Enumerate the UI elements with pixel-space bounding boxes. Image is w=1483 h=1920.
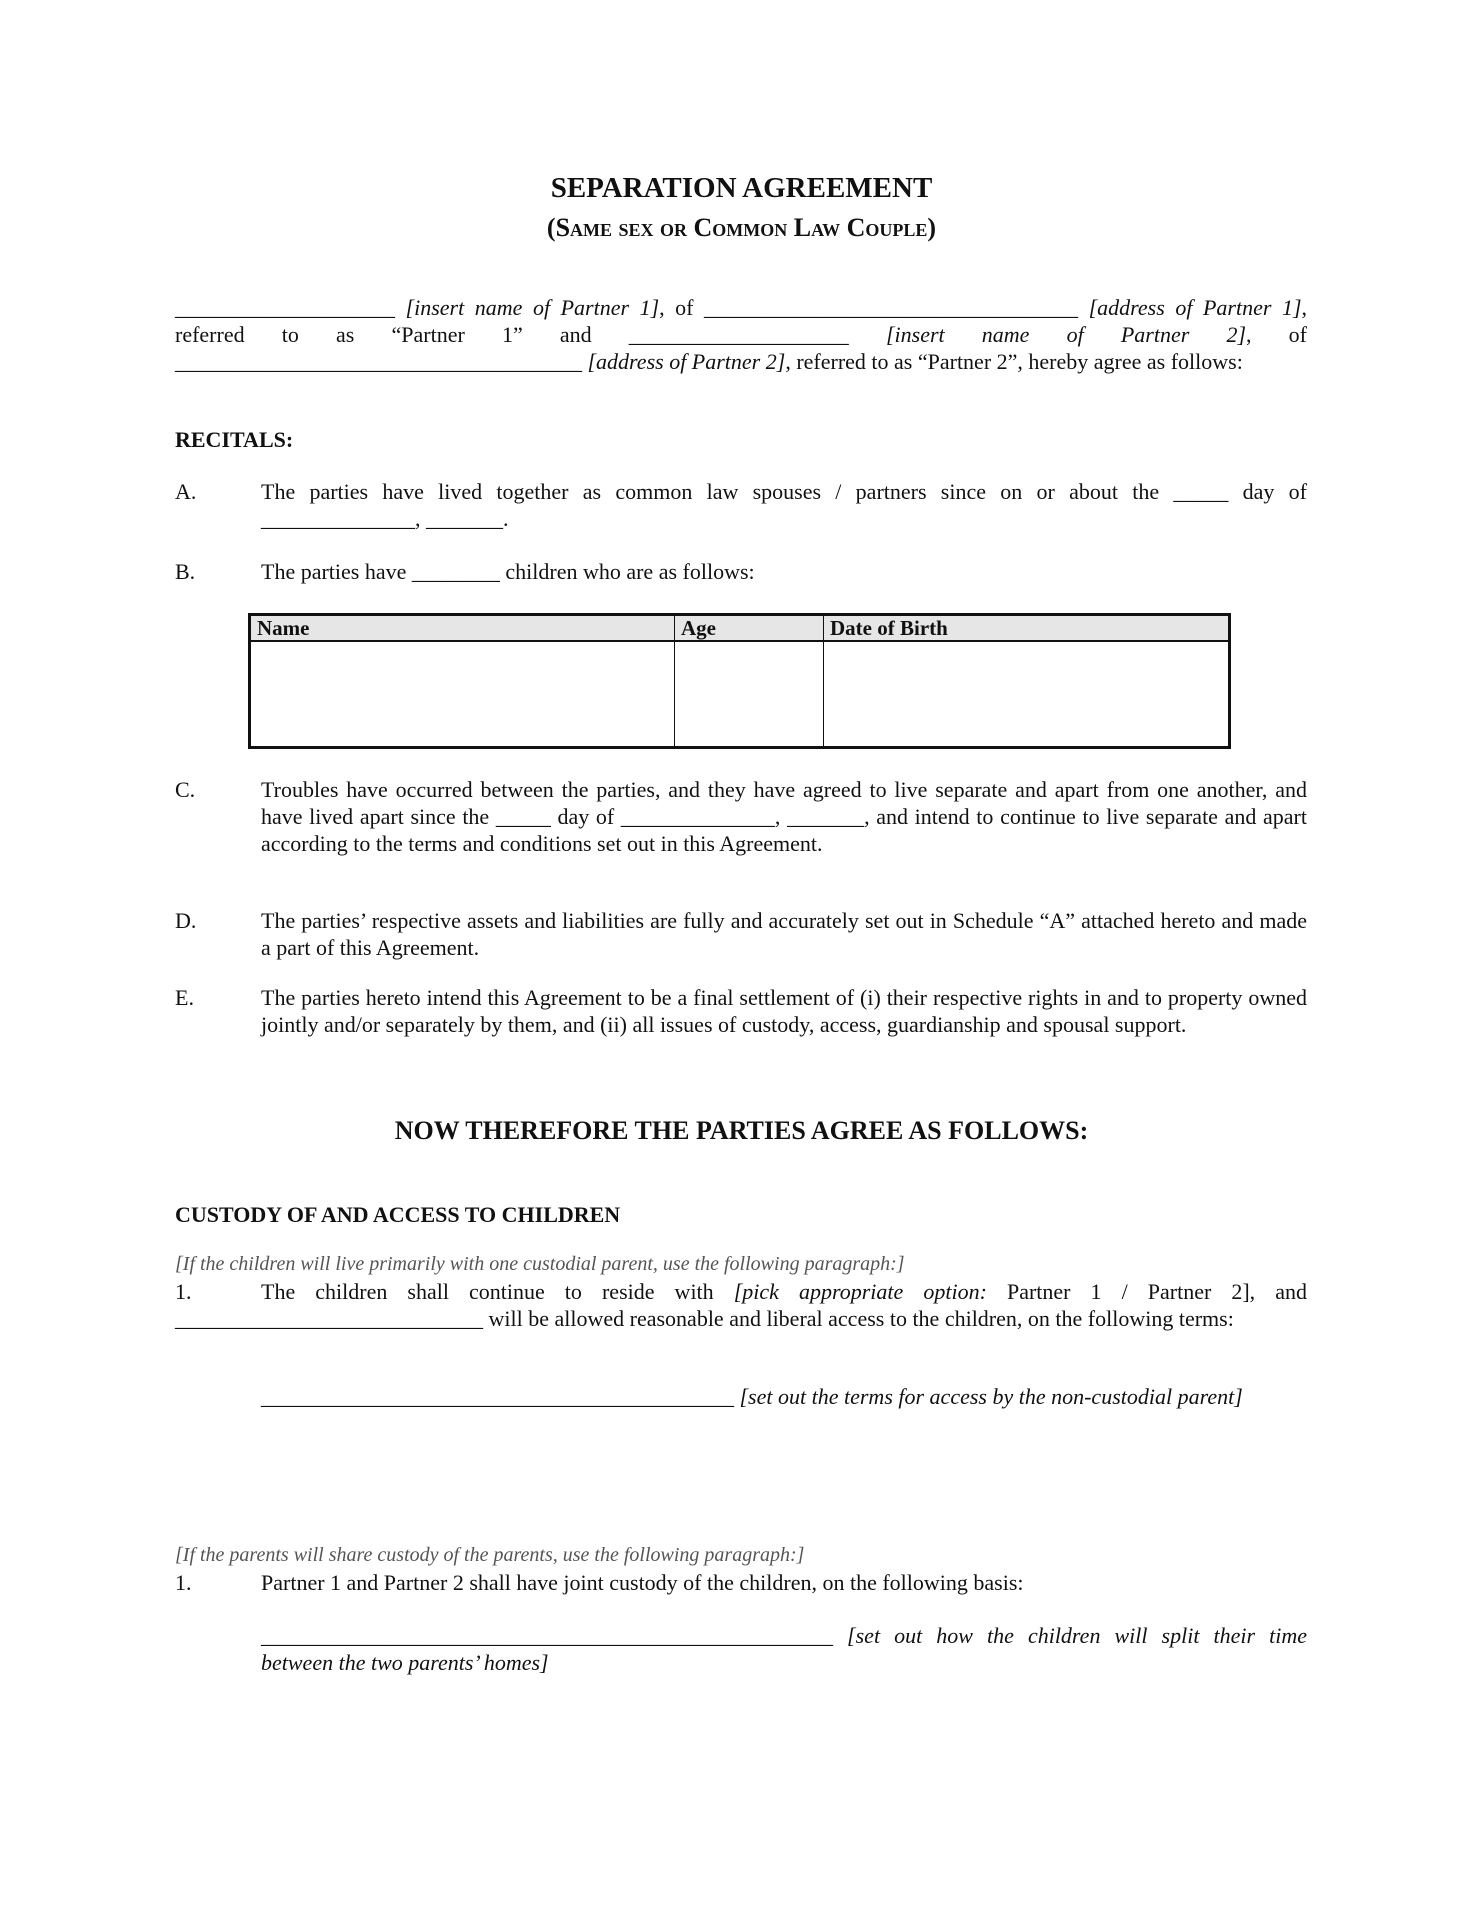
placeholder: [pick appropriate option: [733, 1279, 987, 1304]
placeholder: [address of Partner 1] [1088, 295, 1302, 320]
placeholder: [set out the terms for access by the non-custodial parent] [734, 1384, 1243, 1409]
split-terms [261, 1622, 1307, 1676]
document-subtitle: (Same sex or Common Law Couple) [546, 213, 937, 242]
text: , referred to as “Partner 2”, hereby agree as follows: [785, 349, 1243, 374]
clause-number: 1. [175, 1570, 192, 1595]
placeholder: [insert name of Partner 2] [885, 322, 1247, 347]
placeholder: [set out how the children will split their time between the two parents’ homes] [261, 1623, 1307, 1675]
children-table [248, 613, 1231, 749]
placeholder: [address of Partner 2] [587, 349, 786, 374]
custody-note-1: [If the children will live primarily with one custodial parent, use the following paragraph:] [175, 1253, 905, 1275]
access-terms [261, 1383, 1307, 1410]
recital-c: Troubles have occurred between the parties, and they have agreed to live separate and apart from one another, and have lived apart since the _____ day of ______________, _______, and intend to continue to live separate and apart according to the terms and conditions set out in this Agreement. [261, 777, 1307, 856]
recitals-heading: RECITALS: [175, 427, 294, 452]
document-title: SEPARATION AGREEMENT [550, 172, 933, 204]
blank[interactable]: __________________________________ [704, 295, 1079, 320]
recital-b: The parties have ________ children who are as follows: [261, 559, 755, 584]
recital-label: E. [175, 985, 194, 1010]
intro-paragraph [175, 294, 1307, 375]
cell-dob[interactable] [824, 641, 1230, 748]
recital-label: A. [175, 479, 197, 504]
now-therefore-heading: NOW THEREFORE THE PARTIES AGREE AS FOLLOWS: [394, 1116, 1089, 1145]
recital-label: B. [175, 559, 196, 584]
col-age: Age [675, 615, 824, 642]
blank[interactable]: ____________________________________________________ [261, 1623, 833, 1648]
cell-name[interactable] [250, 641, 675, 748]
placeholder: [insert name of Partner 1] [405, 295, 660, 320]
col-dob: Date of Birth [824, 615, 1230, 642]
blank[interactable]: _____________________________________ [175, 349, 582, 374]
blank[interactable]: ____________________ [175, 295, 395, 320]
text: The children shall continue to reside with [261, 1279, 734, 1304]
blank[interactable]: ____________________ [628, 322, 849, 347]
blank[interactable]: ___________________________________________ [261, 1384, 734, 1409]
text: , of [1246, 322, 1307, 347]
text: , of [659, 295, 705, 320]
recital-label: C. [175, 777, 196, 802]
cell-age[interactable] [675, 641, 824, 748]
recital-d: The parties’ respective assets and liabilities are fully and accurately set out in Schedule “A” attached hereto and made a part of this Agreement. [261, 908, 1307, 960]
col-name: Name [250, 615, 675, 642]
custody-clause-1 [175, 1278, 1307, 1332]
recital-a: The parties have lived together as common law spouses / partners since on or about the _____ day of ______________, _______. [261, 479, 1307, 531]
recital-e: The parties hereto intend this Agreement to be a final settlement of (i) their respective rights in and to property owned jointly and/or separately by them, and (ii) all issues of custody, access, guardianship and spousal support. [261, 985, 1307, 1037]
clause-number: 1. [175, 1279, 192, 1304]
text: , referred to as “Partner 1” and [175, 295, 1308, 347]
recital-label: D. [175, 908, 197, 933]
text: Partner 1 / Partner 2], and ____________________________ will be allowed reasonable and liberal access to the children, on the following terms: [175, 1279, 1307, 1331]
custody-clause-joint: Partner 1 and Partner 2 shall have joint custody of the children, on the following basis: [261, 1570, 1024, 1595]
custody-heading: CUSTODY OF AND ACCESS TO CHILDREN [175, 1202, 621, 1227]
custody-note-2: [If the parents will share custody of the parents, use the following paragraph:] [175, 1544, 805, 1566]
